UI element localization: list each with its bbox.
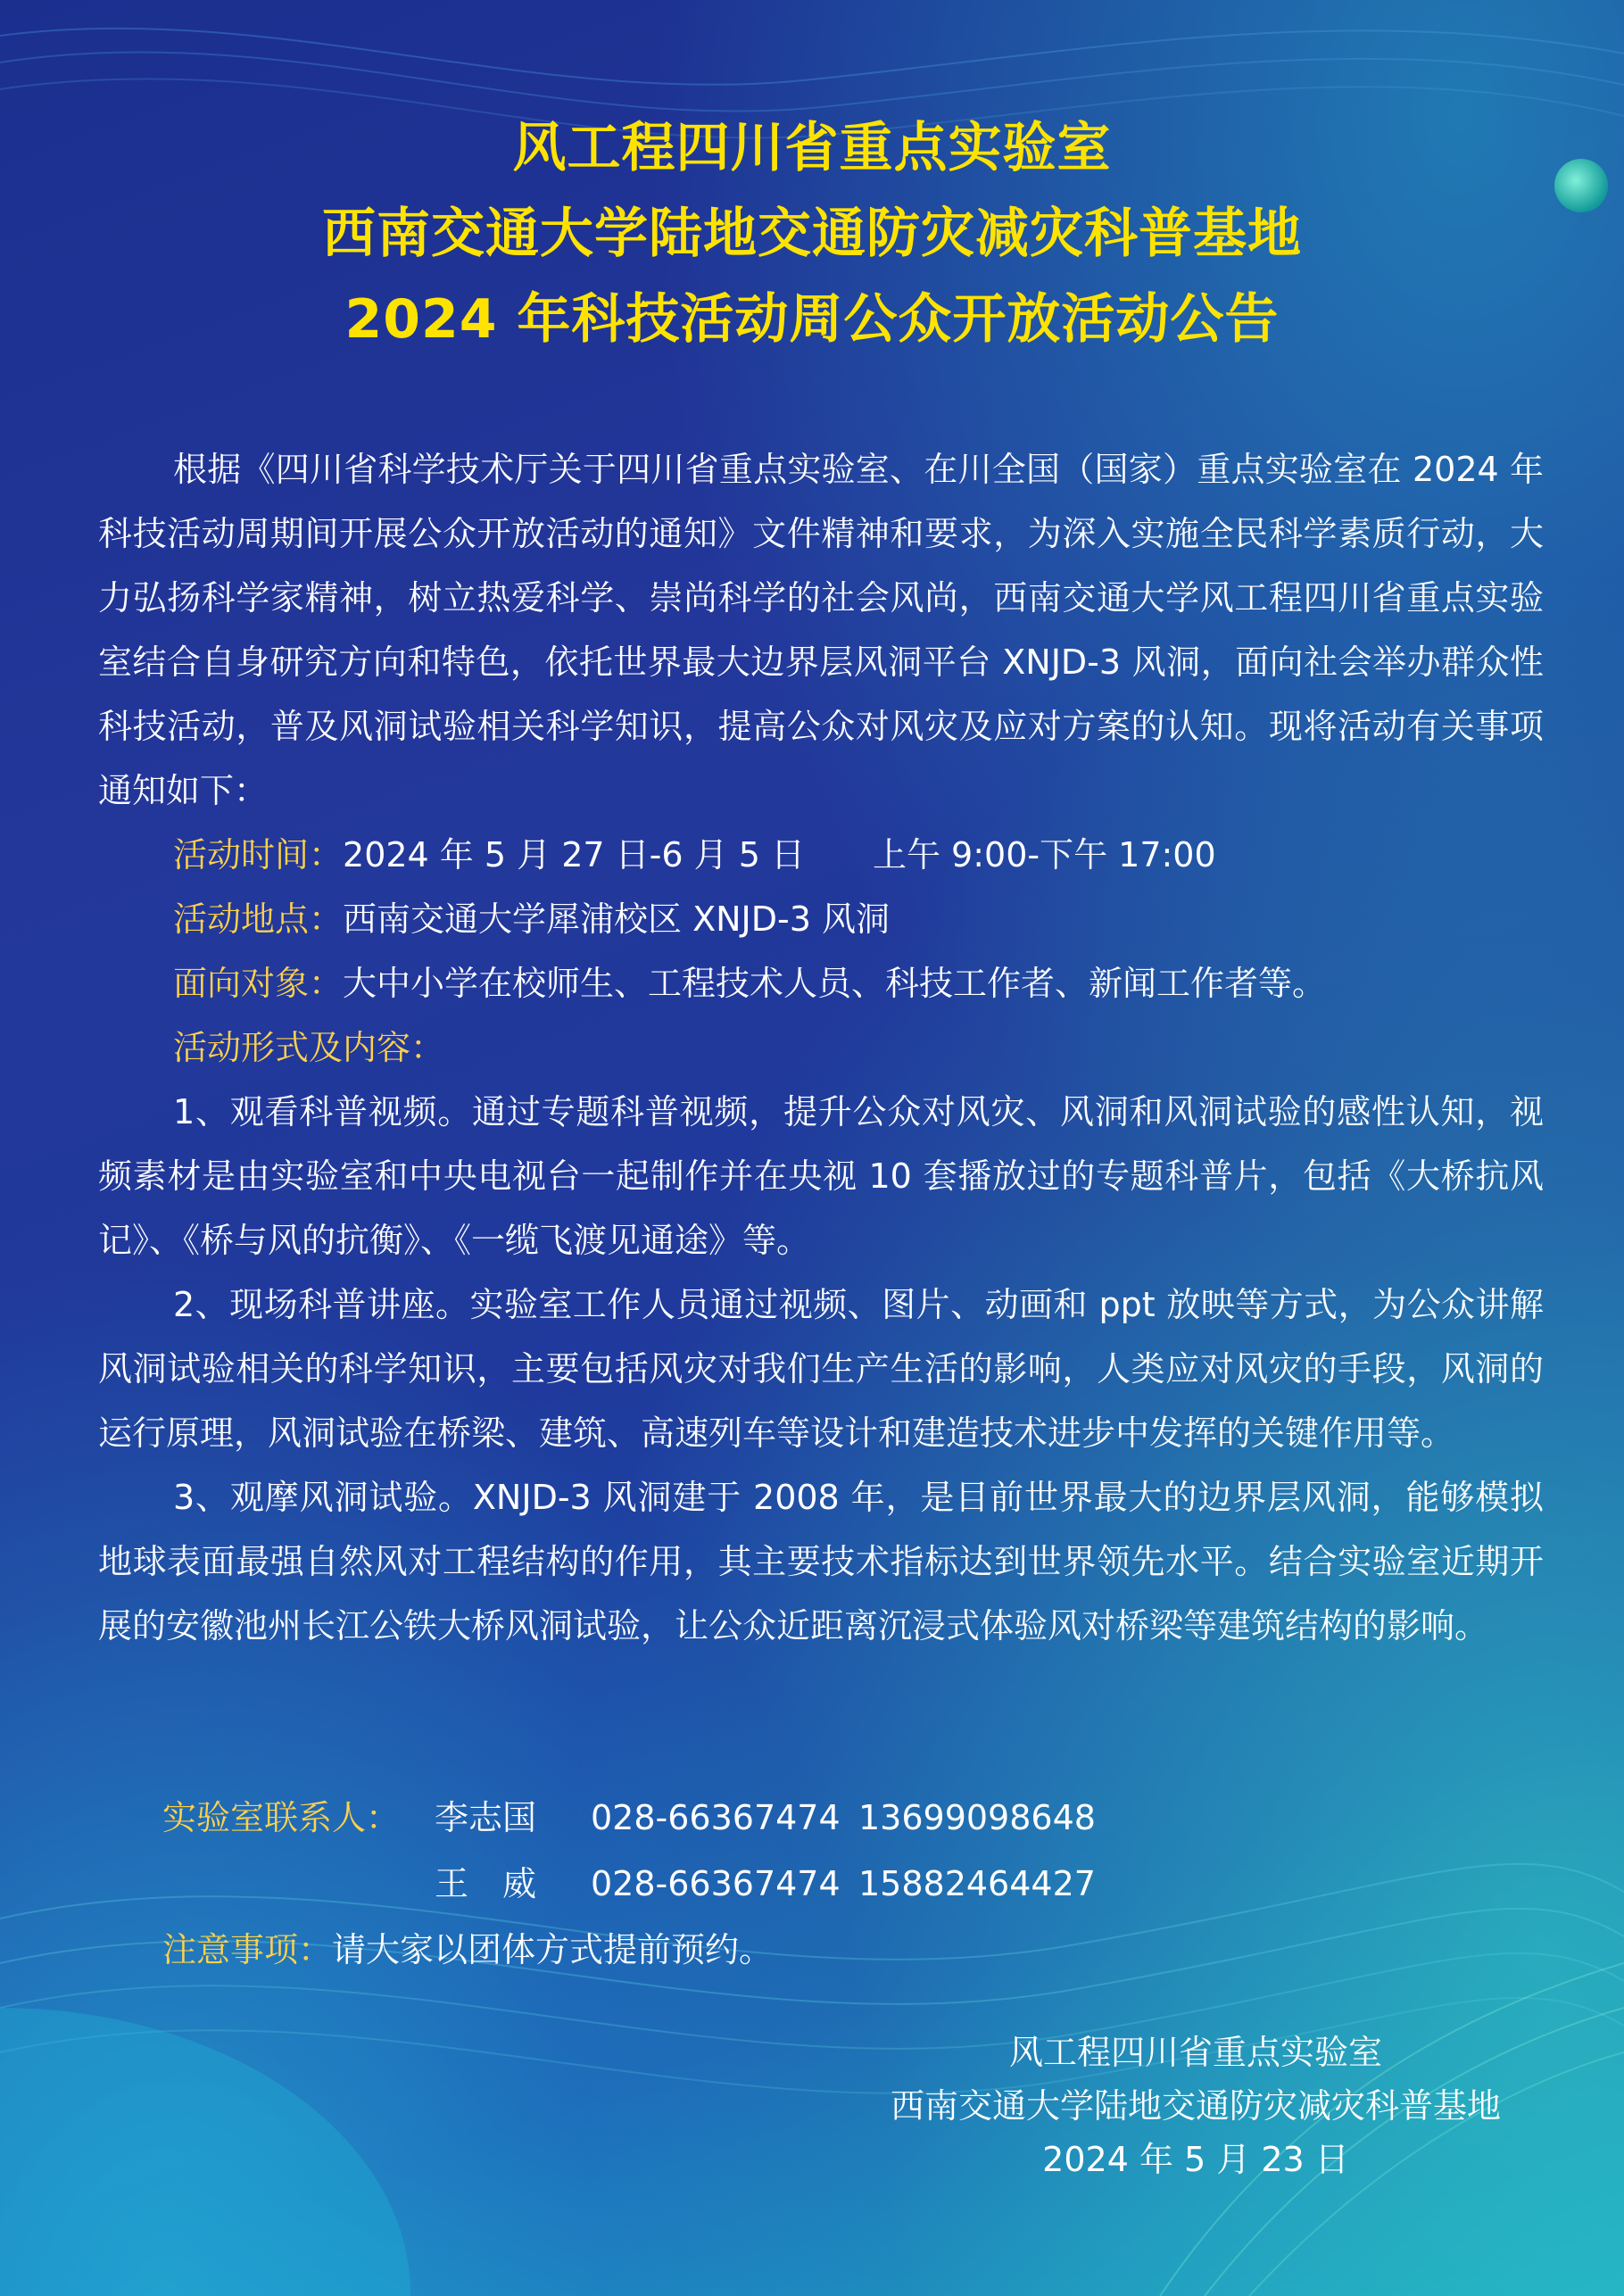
- item-1-paragraph: 1、观看科普视频。通过专题科普视频，提升公众对风灾、风洞和风洞试验的感性认知，视频素材是由实验室和中央电视台一起制作并在央视 10 套播放过的专题科普片，包括《大桥抗风记》、《桥与风的抗衡》、《一缆飞渡见通途》等。: [98, 1092, 1544, 1260]
- audience-row: [98, 951, 1544, 1015]
- activity-time-value: 2024 年 5 月 27 日-6 月 5 日 上午 9:00-下午 17:00: [343, 835, 1216, 874]
- activity-time-row: [98, 823, 1544, 887]
- notice-title: [0, 105, 1624, 362]
- signature-block: [794, 2026, 1597, 2186]
- title-line-1: 风工程四川省重点实验室: [512, 117, 1112, 179]
- contact-mobile: 15882464427: [858, 1864, 1096, 1903]
- signature-org-1: 风工程四川省重点实验室: [1008, 2033, 1382, 2072]
- notice-note-row: [162, 1917, 1501, 1983]
- contact-phone: 028-66367474: [591, 1798, 841, 1837]
- activity-format-label: 活动形式及内容：: [173, 1028, 445, 1067]
- signature-date: 2024 年 5 月 23 日: [1042, 2140, 1349, 2179]
- activity-place-label: 活动地点：: [173, 899, 344, 939]
- contact-phone: 028-66367474: [591, 1864, 841, 1903]
- notice-body: [98, 437, 1544, 1658]
- contacts-label: 实验室联系人：: [162, 1798, 401, 1837]
- contact-mobile: 13699098648: [858, 1798, 1096, 1837]
- signature-org-2: 西南交通大学陆地交通防灾减灾科普基地: [890, 2086, 1501, 2126]
- audience-value: 大中小学在校师生、工程技术人员、科技工作者、新闻工作者等。: [343, 964, 1327, 1003]
- intro-paragraph: 根据《四川省科学技术厅关于四川省重点实验室、在川全国（国家）重点实验室在 2024 年科技活动周期间开展公众开放活动的通知》文件精神和要求，为深入实施全民科学素质行动，大力弘扬科学家精神，树立热爱科学、崇尚科学的社会风尚，西南交通大学风工程四川省重点实验室结合自身研究方向和特色，依托世界最大边界层风洞平台 XNJD-3 风洞，面向社会举办群众性科技活动，普及风洞试验相关科学知识，提高公众对风灾及应对方案的认知。现将活动有关事项通知如下：: [98, 450, 1544, 810]
- item-2-paragraph: 2、现场科普讲座。实验室工作人员通过视频、图片、动画和 ppt 放映等方式，为公众讲解风洞试验相关的科学知识，主要包括风灾对我们生产生活的影响，人类应对风灾的手段，风洞的运行原理，风洞试验在桥梁、建筑、高速列车等设计和建造技术进步中发挥的关键作用等。: [98, 1285, 1544, 1453]
- audience-label: 面向对象：: [173, 964, 344, 1003]
- title-line-3: 2024 年科技活动周公众开放活动公告: [344, 288, 1280, 351]
- note-label: 注意事项：: [162, 1930, 333, 1969]
- activity-time-label: 活动时间：: [173, 835, 344, 874]
- contact-row: [162, 1851, 1501, 1917]
- note-value: 请大家以团体方式提前预约。: [332, 1930, 774, 1969]
- activity-place-value: 西南交通大学犀浦校区 XNJD-3 风洞: [343, 899, 890, 939]
- contacts-section: [162, 1785, 1501, 1983]
- item-3-paragraph: 3、观摩风洞试验。XNJD-3 风洞建于 2008 年，是目前世界最大的边界层风洞，能够模拟地球表面最强自然风对工程结构的作用，其主要技术指标达到世界领先水平。结合实验室近期开展的安徽池州长江公铁大桥风洞试验，让公众近距离沉浸式体验风对桥梁等建筑结构的影响。: [98, 1478, 1544, 1645]
- title-line-2: 西南交通大学陆地交通防灾减灾科普基地: [322, 203, 1302, 265]
- contact-name: 李志国: [435, 1798, 537, 1837]
- contact-name: 王 威: [435, 1864, 537, 1903]
- contact-row: [162, 1785, 1501, 1851]
- activity-format-row: [98, 1015, 1544, 1080]
- activity-place-row: [98, 887, 1544, 951]
